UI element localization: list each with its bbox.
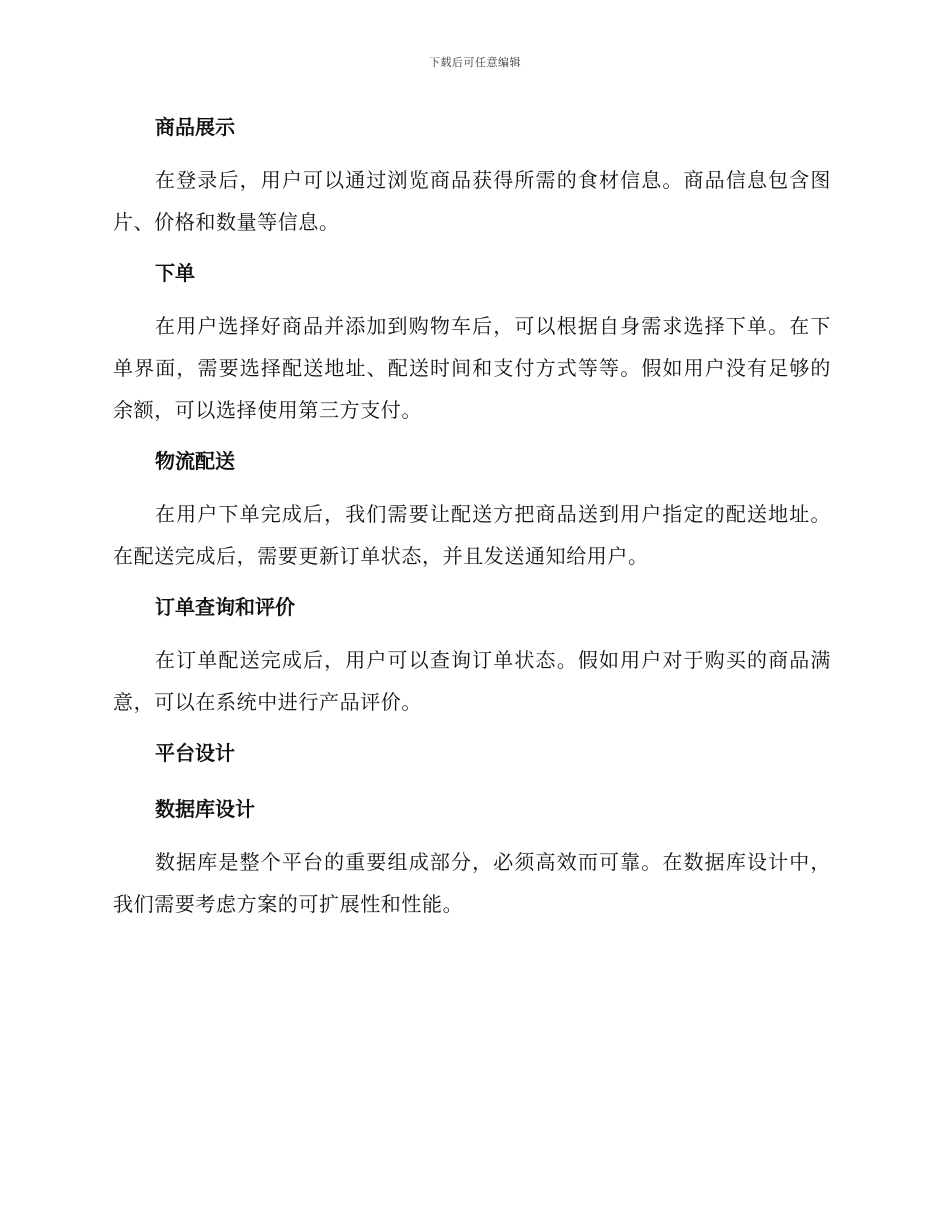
section-paragraph-database-design: 数据库是整个平台的重要组成部分，必须高效而可靠。在数据库设计中，我们需要考虑方案的可扩展性和性能。 xyxy=(113,850,831,916)
section-heading-order-query: 订单查询和评价 xyxy=(155,595,295,619)
section-heading-platform-design: 平台设计 xyxy=(155,741,235,765)
section-paragraph-product-display: 在登录后，用户可以通过浏览商品获得所需的食材信息。商品信息包含图片、价格和数量等信息。 xyxy=(113,168,831,234)
section-spacer xyxy=(113,772,831,790)
section-paragraph-logistics: 在用户下单完成后，我们需要让配送方把商品送到用户指定的配送地址。在配送完成后，需要更新订单状态，并且发送通知给用户。 xyxy=(113,502,831,568)
section-paragraph-order-query: 在订单配送完成后，用户可以查询订单状态。假如用户对于购买的商品满意，可以在系统中进行产品评价。 xyxy=(113,648,831,714)
section-heading-logistics: 物流配送 xyxy=(155,449,235,473)
document-body xyxy=(113,108,831,936)
page-header: 下载后可任意编辑 xyxy=(429,56,521,69)
section-paragraph-order: 在用户选择好商品并添加到购物车后，可以根据自身需求选择下单。在下单界面，需要选择配送地址、配送时间和支付方式等等。假如用户没有足够的余额，可以选择使用第三方支付。 xyxy=(113,314,831,422)
section-heading-product-display: 商品展示 xyxy=(155,115,235,139)
section-heading-order: 下单 xyxy=(155,261,195,285)
section-heading-database-design: 数据库设计 xyxy=(155,797,255,821)
